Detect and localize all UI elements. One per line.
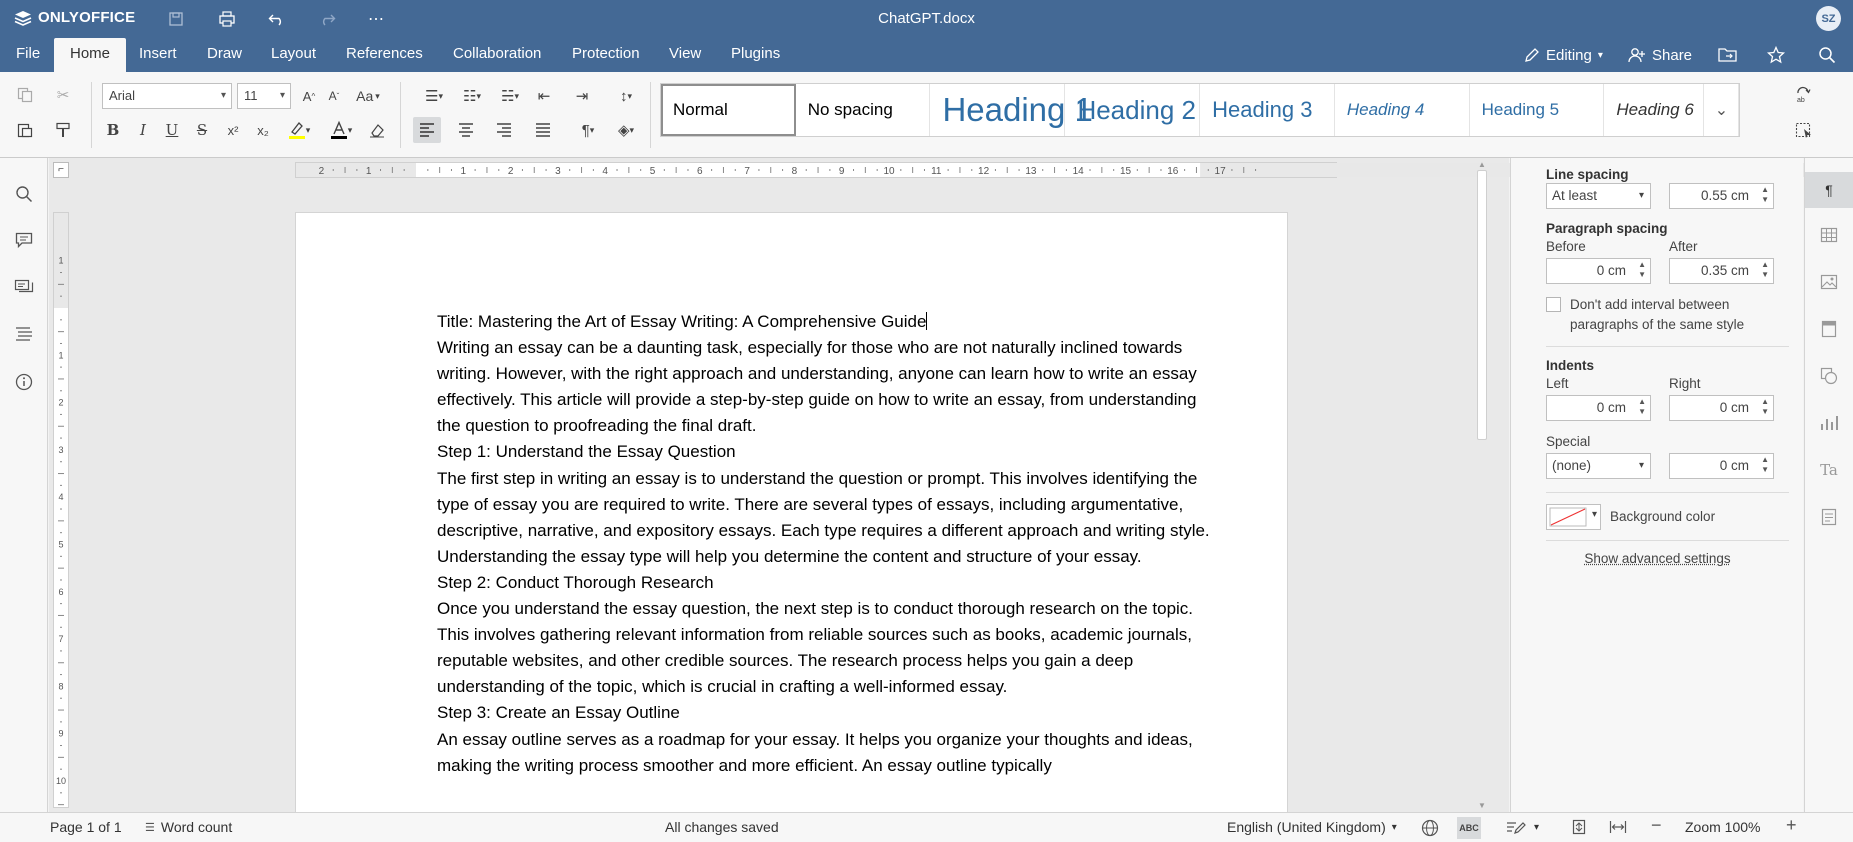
line-spacing-value: 0.55 cm — [1700, 188, 1749, 203]
table-settings-icon[interactable] — [1817, 223, 1841, 247]
pencil-icon — [1524, 47, 1540, 63]
cut-icon[interactable]: ✂ — [56, 87, 70, 104]
word-count-icon: ☰ — [145, 821, 155, 834]
indent-left-label: Left — [1546, 376, 1569, 391]
ruler-label: 14 — [1072, 166, 1084, 177]
ruler-margin-left — [296, 163, 416, 177]
font-color-icon — [330, 121, 348, 139]
doc-title-paragraph[interactable] — [437, 309, 1217, 335]
dont-add-interval-label: Don't add interval between paragraphs of the same style — [1570, 297, 1745, 332]
font-name-value: Arial — [109, 88, 136, 103]
align-center-icon — [458, 123, 474, 137]
horizontal-ruler[interactable] — [295, 162, 1337, 178]
chevron-down-icon: ▾ — [1534, 821, 1540, 833]
language-select[interactable] — [1227, 819, 1397, 835]
document-title: ChatGPT.docx — [878, 10, 975, 27]
clear-formatting-icon[interactable] — [363, 117, 391, 143]
tab-file[interactable]: File — [16, 45, 41, 62]
paragraph[interactable]: An essay outline serves as a roadmap for your essay. It helps you organize your thoughts and ideas, making the writing process smoother and more efficient. An essay outline typically — [437, 729, 1193, 775]
superscript-button[interactable]: x² — [227, 122, 239, 138]
change-case-label: Aa — [356, 88, 374, 104]
show-advanced-settings-link[interactable]: Show advanced settings — [1584, 551, 1731, 566]
style-no-spacing[interactable]: No spacing — [796, 84, 931, 136]
ruler-label: 7 — [744, 166, 750, 177]
document-canvas[interactable] — [49, 158, 1509, 812]
dont-add-interval-checkbox[interactable] — [1546, 297, 1561, 312]
status-bar — [0, 812, 1853, 842]
chevron-down-icon: ▾ — [629, 124, 635, 135]
chevron-down-icon: ▾ — [220, 90, 226, 101]
search-icon[interactable] — [12, 182, 36, 206]
font-size-select[interactable] — [237, 83, 291, 109]
align-right-button[interactable] — [490, 117, 518, 143]
editing-mode-dropdown[interactable] — [1524, 43, 1603, 67]
chevron-down-icon: ▾ — [1591, 509, 1597, 520]
multilevel-list-button[interactable] — [492, 83, 528, 109]
multilevel-list-icon: ☵ — [501, 88, 515, 105]
ruler-label: 2 — [507, 166, 514, 177]
ruler-label: 1 — [460, 166, 467, 177]
style-heading-1[interactable]: Heading 1 — [930, 84, 1065, 136]
style-heading-4[interactable]: Heading 4 — [1335, 84, 1470, 136]
spellcheck-icon[interactable]: ABC — [1457, 817, 1481, 839]
after-label: After — [1669, 239, 1698, 254]
styles-expand-icon[interactable]: ⌄ — [1703, 84, 1739, 136]
page-indicator[interactable]: Page 1 of 1 — [50, 819, 122, 835]
align-left-button[interactable] — [413, 117, 441, 143]
line-spacing-icon: ↕ — [619, 87, 628, 105]
ruler-label: 1 — [58, 350, 64, 361]
align-center-button[interactable] — [452, 117, 480, 143]
spacing-after-input[interactable] — [1669, 258, 1774, 284]
language-value: English (United Kingdom) — [1227, 819, 1386, 835]
zoom-level[interactable]: Zoom 100% — [1685, 819, 1761, 835]
line-spacing-label: Line spacing — [1546, 167, 1629, 182]
highlighter-icon — [288, 121, 306, 139]
copy-icon[interactable] — [11, 82, 39, 108]
chevron-down-icon: ▾ — [589, 124, 595, 135]
paste-icon[interactable] — [11, 117, 39, 143]
spinner-icon[interactable]: ▲ ▼ — [1761, 260, 1769, 279]
line-spacing-type-select[interactable] — [1546, 183, 1651, 209]
tab-stop-selector[interactable]: ⌐ — [53, 162, 69, 178]
spacing-after-value: 0.35 cm — [1700, 263, 1749, 278]
comments-icon[interactable] — [12, 228, 36, 252]
ruler-label: 15 — [1119, 166, 1132, 177]
chevron-down-icon: ▾ — [1638, 460, 1644, 471]
chart-settings-icon[interactable] — [1817, 411, 1841, 435]
style-normal[interactable]: Normal — [661, 84, 796, 136]
info-icon[interactable] — [12, 370, 36, 394]
tab-insert[interactable]: Insert — [139, 45, 177, 62]
indent-right-input[interactable] — [1669, 395, 1774, 421]
spinner-icon[interactable]: ▲ ▼ — [1761, 455, 1769, 474]
ruler-label: 3 — [555, 166, 561, 177]
italic-button[interactable]: I — [140, 121, 146, 139]
fit-page-icon[interactable] — [1571, 819, 1587, 835]
special-indent-type-value: (none) — [1552, 458, 1592, 473]
ruler-label: 2 — [58, 397, 64, 408]
text-cursor — [926, 312, 927, 330]
background-color-picker[interactable] — [1546, 504, 1601, 530]
paragraph-settings-panel — [1510, 158, 1803, 812]
chevron-down-icon: ▾ — [1597, 49, 1603, 61]
highlight-color-button[interactable] — [280, 117, 318, 143]
ruler-label: 17 — [1214, 166, 1226, 177]
bullet-list-icon: ☰ — [425, 88, 439, 105]
vertical-ruler[interactable] — [53, 212, 69, 808]
numbered-list-button[interactable] — [454, 83, 490, 109]
indent-left-value: 0 cm — [1596, 400, 1626, 415]
track-changes-icon[interactable] — [1506, 819, 1539, 835]
ruler-label: 1 — [365, 166, 372, 177]
ruler-label: 9 — [58, 728, 64, 739]
special-indent-input[interactable] — [1669, 453, 1774, 479]
indents-label: Indents — [1546, 358, 1595, 373]
pilcrow-icon: ¶ — [581, 121, 590, 139]
favorite-star-icon[interactable] — [1767, 43, 1785, 67]
subscript-button[interactable]: x₂ — [257, 122, 269, 138]
numbered-list-icon: ☷ — [463, 88, 477, 105]
style-heading-3[interactable]: Heading 3 — [1200, 84, 1335, 136]
zoom-in-icon[interactable]: + — [1786, 815, 1797, 835]
ruler-label: 2 — [318, 166, 325, 177]
ruler-label: 8 — [58, 681, 64, 692]
globe-icon[interactable] — [1421, 819, 1439, 837]
shape-settings-icon[interactable] — [1817, 364, 1841, 388]
chevron-down-icon: ▾ — [476, 90, 481, 101]
increase-indent-icon[interactable]: ⇥ — [575, 88, 589, 105]
line-spacing-button[interactable] — [608, 83, 644, 109]
paragraph[interactable]: Once you understand the essay question, the next step is to conduct thorough research on the topic. This involves gathering relevant information from reliable sources such as books, academic journals, reputable websites, and other credible sources. The research process helps you gain a deep understanding of the topic, which is crucial in crafting a well-informed essay. — [437, 599, 1194, 697]
text-art-settings-icon[interactable]: Ta — [1820, 461, 1838, 479]
chevron-down-icon: ▾ — [279, 90, 285, 101]
document-page[interactable] — [295, 212, 1288, 832]
ruler-label: 5 — [58, 539, 64, 550]
tab-collaboration[interactable]: Collaboration — [453, 45, 542, 62]
justify-icon — [535, 123, 551, 137]
menu-tab-bar — [0, 38, 1853, 72]
increase-font-size-icon[interactable]: A ^ — [302, 88, 316, 104]
style-heading-5[interactable]: Heading 5 — [1470, 84, 1605, 136]
vertical-scrollbar[interactable] — [1475, 160, 1489, 810]
editing-label: Editing — [1546, 46, 1592, 64]
spinner-icon[interactable]: ▲ ▼ — [1761, 397, 1769, 416]
chevron-down-icon: ▾ — [514, 90, 519, 101]
align-right-icon — [496, 123, 512, 137]
save-status: All changes saved — [665, 819, 779, 835]
change-case-button[interactable] — [348, 83, 388, 109]
tab-draw[interactable]: Draw — [207, 45, 243, 62]
ruler-label: 6 — [58, 586, 64, 597]
ruler-label: 11 — [931, 166, 942, 177]
word-count-label: Word count — [160, 819, 233, 835]
zoom-out-icon[interactable]: − — [1651, 815, 1662, 835]
style-heading-6[interactable]: Heading 6 — [1604, 84, 1739, 136]
indent-left-input[interactable] — [1546, 395, 1651, 421]
word-count-button[interactable] — [145, 819, 232, 835]
font-size-value: 11 — [244, 88, 258, 103]
header-footer-settings-icon[interactable] — [1817, 317, 1841, 341]
spacing-before-input[interactable] — [1546, 258, 1651, 284]
home-toolbar — [0, 72, 1853, 158]
chevron-down-icon: ▾ — [438, 90, 443, 101]
before-label: Before — [1546, 239, 1586, 254]
tab-references[interactable]: References — [346, 45, 423, 62]
form-settings-icon[interactable] — [1817, 505, 1841, 529]
svg-text:ab: ab — [1797, 97, 1805, 104]
replace-icon[interactable] — [1790, 82, 1818, 108]
spinner-icon[interactable]: ▲ ▼ — [1638, 397, 1646, 416]
ruler-label: 12 — [978, 166, 990, 177]
ruler-label: 7 — [58, 634, 64, 645]
user-avatar[interactable]: SZ — [1816, 6, 1841, 31]
tab-view[interactable]: View — [669, 45, 702, 62]
shading-button[interactable] — [608, 117, 644, 143]
ruler-label: 10 — [883, 166, 895, 177]
scrollbar-thumb[interactable] — [1477, 170, 1487, 440]
chevron-down-icon: ▾ — [347, 124, 353, 135]
ruler-label: 4 — [602, 166, 608, 177]
ruler-ticks — [296, 163, 1336, 177]
decrease-indent-icon[interactable]: ⇤ — [537, 88, 551, 105]
paragraph[interactable]: Writing an essay can be a daunting task, especially for those who are not naturally inclined towards writing. However, with the right approach and understanding, anyone can learn how to write an essay effectively. This article will provide a step-by-step guide on how to write an essay, from understanding the question to proofreading the final draft. — [437, 338, 1197, 436]
ruler-label: 5 — [649, 166, 656, 177]
spinner-icon[interactable]: ▲ ▼ — [1638, 260, 1646, 279]
ruler-label: 4 — [58, 492, 64, 503]
ruler-label: 1 — [58, 255, 64, 266]
ruler-label: 9 — [838, 166, 845, 177]
special-indent-select[interactable] — [1546, 453, 1651, 479]
background-color-label: Background color — [1610, 509, 1716, 524]
tab-home[interactable]: Home — [54, 38, 126, 72]
tab-protection[interactable]: Protection — [572, 45, 640, 62]
special-indent-value: 0 cm — [1719, 458, 1749, 473]
chevron-down-icon: ▾ — [375, 90, 380, 101]
ruler-label: 10 — [55, 776, 67, 786]
paragraph-settings-icon[interactable]: ¶ — [1805, 172, 1853, 208]
app-name: ONLYOFFICE — [38, 9, 136, 26]
format-painter-icon[interactable] — [49, 117, 77, 143]
chat-icon[interactable] — [12, 275, 36, 299]
line-spacing-input[interactable] — [1669, 183, 1774, 209]
font-color-button[interactable] — [322, 117, 360, 143]
scroll-up-icon[interactable]: ▲ — [1478, 160, 1486, 169]
ruler-label: 6 — [697, 166, 703, 177]
special-label: Special — [1546, 434, 1591, 449]
scroll-down-icon[interactable]: ▼ — [1478, 801, 1486, 810]
tab-plugins[interactable]: Plugins — [731, 45, 781, 62]
more-icon[interactable]: ⋯ — [368, 11, 384, 28]
ruler-ticks — [54, 213, 68, 807]
share-button[interactable] — [1628, 43, 1692, 67]
tab-layout[interactable]: Layout — [271, 45, 317, 62]
align-left-icon — [419, 123, 435, 137]
decrease-font-size-icon[interactable]: A ˇ — [328, 89, 340, 103]
title-bar — [0, 0, 1853, 38]
paragraph-text: Title: Mastering the Art of Essay Writing: A Comprehensive Guide — [437, 312, 927, 331]
step-heading[interactable]: Step 3: Create an Essay Outline — [437, 703, 680, 723]
search-icon[interactable] — [1818, 43, 1836, 67]
step-heading[interactable]: Step 2: Conduct Thorough Research — [437, 572, 714, 592]
image-settings-icon[interactable] — [1817, 270, 1841, 294]
chevron-down-icon: ▾ — [627, 90, 633, 101]
nonprinting-characters-button[interactable] — [570, 117, 606, 143]
justify-button[interactable] — [529, 117, 557, 143]
spinner-icon[interactable]: ▲ ▼ — [1761, 185, 1769, 204]
select-all-icon[interactable] — [1790, 117, 1818, 143]
paragraph-spacing-label: Paragraph spacing — [1546, 221, 1668, 236]
underline-button[interactable]: U — [165, 121, 179, 139]
no-color-swatch-icon — [1549, 506, 1589, 528]
ruler-label: 13 — [1025, 166, 1037, 177]
ruler-label: 16 — [1167, 166, 1179, 177]
right-sidebar — [1804, 158, 1853, 812]
indent-right-label: Right — [1669, 376, 1701, 391]
navigation-icon[interactable] — [12, 322, 36, 346]
document-body[interactable] — [437, 309, 1217, 779]
styles-gallery — [660, 83, 1740, 137]
ruler-label: 8 — [791, 166, 798, 177]
step-heading[interactable]: Step 1: Understand the Essay Question — [437, 442, 736, 462]
chevron-down-icon: ▾ — [1638, 190, 1644, 201]
style-heading-2[interactable]: Heading 2 — [1065, 84, 1200, 136]
share-label: Share — [1652, 46, 1693, 64]
font-name-select[interactable] — [102, 83, 232, 109]
chevron-down-icon: ▾ — [305, 124, 311, 135]
open-location-icon[interactable] — [1718, 43, 1738, 67]
fit-width-icon[interactable] — [1609, 819, 1627, 835]
chevron-down-icon: ▾ — [1391, 821, 1397, 833]
bold-button[interactable]: B — [106, 121, 120, 139]
paint-bucket-icon: ◈ — [617, 122, 630, 139]
paragraph[interactable]: The first step in writing an essay is to understand the question or prompt. This involves identifying the type of essay you are required to write. There are several types of essays, including argumentative, descriptive, narrative, and expository essays. Each type requires a different approach and writing style. Understanding the essay type will help you determine the content and structure of your essay. — [437, 468, 1210, 566]
add-user-icon — [1628, 47, 1646, 63]
line-spacing-type-value: At least — [1552, 188, 1598, 203]
bullet-list-button[interactable] — [416, 83, 452, 109]
left-sidebar — [0, 158, 48, 812]
spacing-before-value: 0 cm — [1596, 263, 1626, 278]
ruler-label: 3 — [58, 444, 64, 455]
strikethrough-button[interactable]: S — [196, 121, 208, 139]
indent-right-value: 0 cm — [1719, 400, 1749, 415]
